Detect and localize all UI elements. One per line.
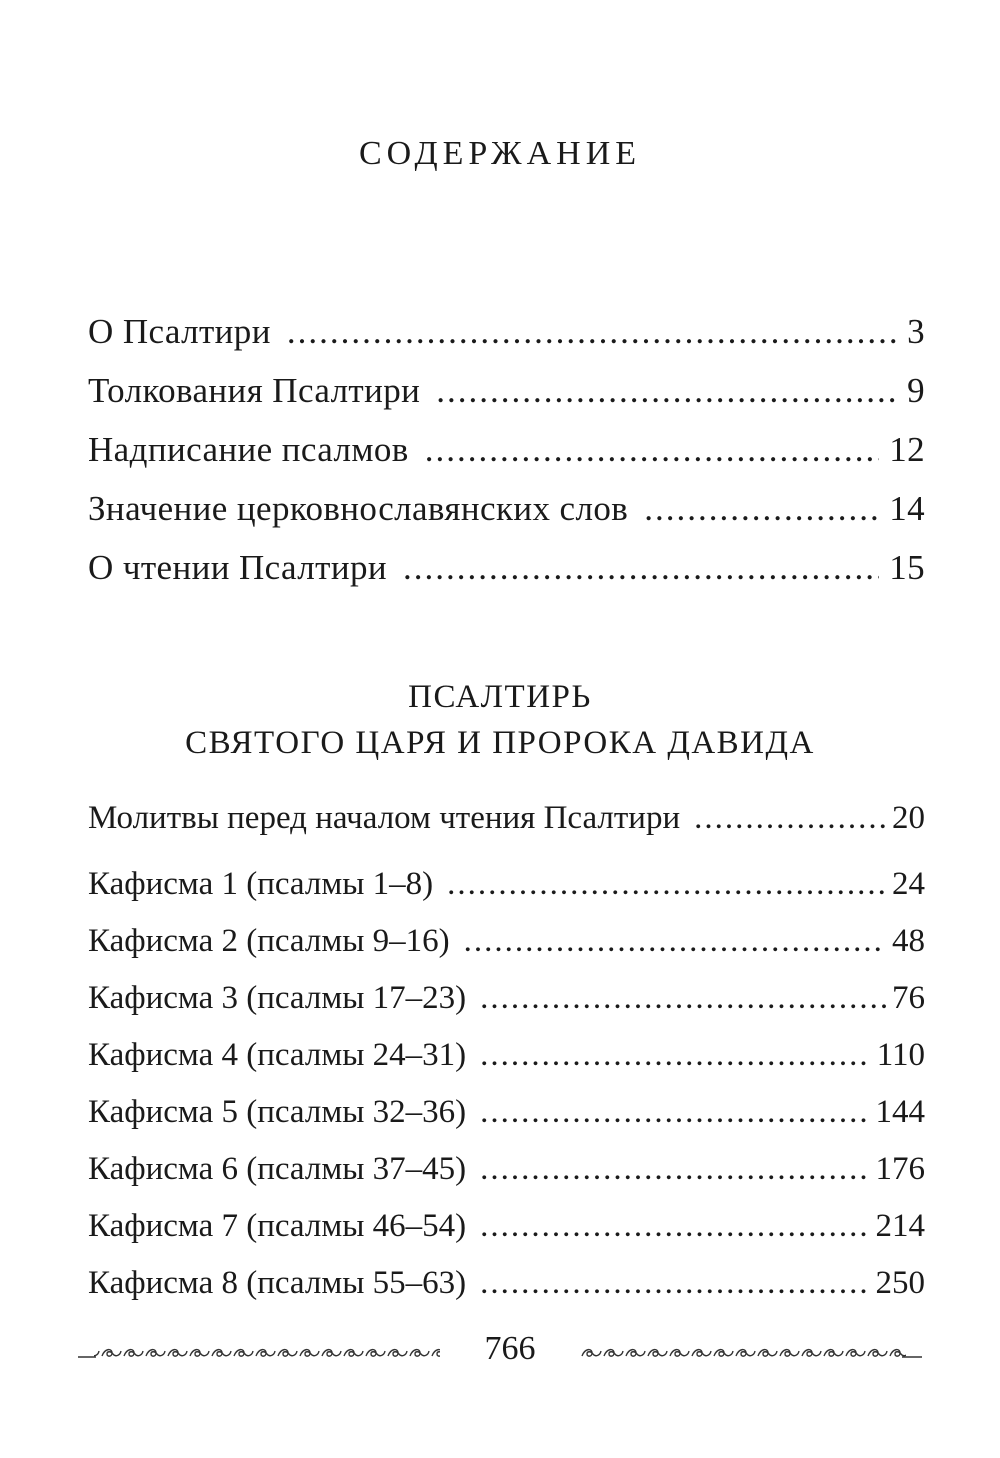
dot-leader bbox=[480, 1141, 869, 1198]
section-heading-line: ПСАЛТИРЬ bbox=[408, 679, 592, 715]
section-heading-line: СВЯТОГО ЦАРЯ И ПРОРОКА ДАВИДА bbox=[185, 725, 815, 761]
ornament-right bbox=[580, 1342, 922, 1362]
toc-entry-page: 14 bbox=[889, 489, 925, 528]
toc-entry bbox=[88, 538, 925, 597]
ornament-left bbox=[78, 1342, 440, 1362]
dot-leader bbox=[464, 913, 886, 970]
toc-entry-page: 176 bbox=[875, 1151, 925, 1187]
dot-leader bbox=[480, 1198, 869, 1255]
toc-entry-page: 144 bbox=[875, 1094, 925, 1130]
toc-entry bbox=[88, 1141, 925, 1198]
dot-leader bbox=[287, 302, 897, 361]
toc-entry bbox=[88, 913, 925, 970]
dot-leader bbox=[447, 856, 886, 913]
dot-leader bbox=[480, 1027, 871, 1084]
toc-entry bbox=[88, 302, 925, 361]
toc-entry-label: Кафисма 5 (псалмы 32–36) bbox=[88, 1094, 467, 1130]
dot-leader bbox=[425, 420, 879, 479]
toc-entry-page: 9 bbox=[907, 371, 925, 410]
toc-entry-label: Кафисма 7 (псалмы 46–54) bbox=[88, 1208, 467, 1244]
dot-leader bbox=[694, 790, 886, 847]
toc-entry-label: О Псалтири bbox=[88, 312, 271, 351]
toc-entry-label: Кафисма 3 (псалмы 17–23) bbox=[88, 980, 467, 1016]
toc-entry-label: Кафисма 1 (псалмы 1–8) bbox=[88, 866, 434, 902]
kathisma-toc bbox=[88, 856, 925, 1312]
toc-entry-page: 12 bbox=[889, 430, 925, 469]
section-heading bbox=[0, 674, 1000, 766]
toc-entry-page: 20 bbox=[892, 800, 925, 836]
dot-leader bbox=[403, 538, 879, 597]
toc-entry-label: О чтении Псалтири bbox=[88, 548, 388, 587]
toc-entry bbox=[88, 1198, 925, 1255]
toc-entry-label: Значение церковнославянских слов bbox=[88, 489, 629, 528]
dot-leader bbox=[480, 970, 886, 1027]
toc-entry-page: 3 bbox=[907, 312, 925, 351]
toc-entry-page: 48 bbox=[892, 923, 925, 959]
toc-entry-label: Кафисма 8 (псалмы 55–63) bbox=[88, 1265, 467, 1301]
toc-entry-label: Молитвы перед началом чтения Псалтири bbox=[88, 800, 681, 836]
dot-leader bbox=[644, 479, 879, 538]
toc-entry bbox=[88, 790, 925, 847]
toc-entry bbox=[88, 1027, 925, 1084]
page-footer bbox=[0, 1326, 1000, 1372]
toc-entry bbox=[88, 479, 925, 538]
page-number: 766 bbox=[484, 1330, 536, 1367]
toc-entry bbox=[88, 1255, 925, 1312]
toc-entry-page: 250 bbox=[875, 1265, 925, 1301]
toc-entry-page: 214 bbox=[875, 1208, 925, 1244]
toc-entry-page: 15 bbox=[889, 548, 925, 587]
toc-entry-page: 76 bbox=[892, 980, 925, 1016]
toc-entry bbox=[88, 1084, 925, 1141]
toc-entry-label: Толкования Псалтири bbox=[88, 371, 421, 410]
toc-entry bbox=[88, 420, 925, 479]
toc-entry-label: Кафисма 2 (псалмы 9–16) bbox=[88, 923, 450, 959]
toc-entry-label: Кафисма 4 (псалмы 24–31) bbox=[88, 1037, 467, 1073]
toc-entry-page: 110 bbox=[876, 1037, 925, 1073]
intro-toc bbox=[88, 302, 925, 597]
toc-entry-label: Надписание псалмов bbox=[88, 430, 409, 469]
toc-entry-page: 24 bbox=[892, 866, 925, 902]
toc-entry-label: Кафисма 6 (псалмы 37–45) bbox=[88, 1151, 467, 1187]
prayers-toc bbox=[88, 790, 925, 847]
toc-entry bbox=[88, 970, 925, 1027]
page-title: СОДЕРЖАНИЕ bbox=[358, 135, 642, 172]
dot-leader bbox=[436, 361, 897, 420]
toc-entry bbox=[88, 361, 925, 420]
toc-entry bbox=[88, 856, 925, 913]
dot-leader bbox=[480, 1255, 869, 1312]
dot-leader bbox=[480, 1084, 869, 1141]
